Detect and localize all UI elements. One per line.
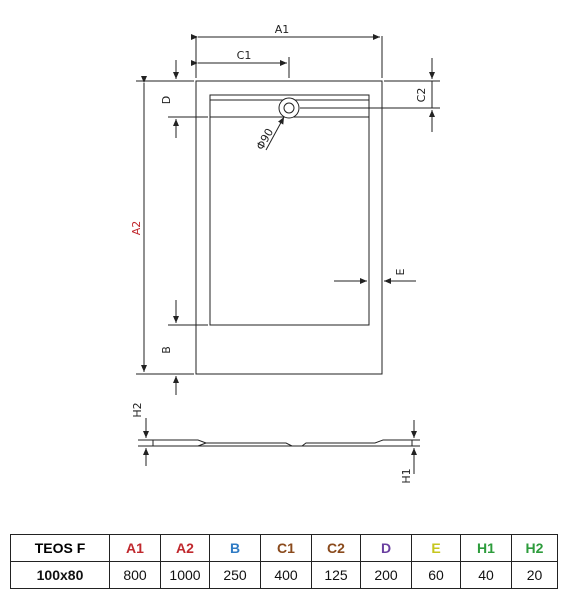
tray-side-profile — [153, 440, 412, 446]
label-c1: C1 — [236, 49, 252, 62]
tray-inner-outline — [210, 95, 369, 325]
table-header-d: D — [361, 535, 412, 562]
dimension-table — [10, 534, 558, 589]
table-model-cell: TEOS F — [11, 535, 110, 562]
table-header-b: B — [210, 535, 261, 562]
table-row — [11, 562, 558, 589]
table-header-h2: H2 — [512, 535, 558, 562]
label-a2: A2 — [130, 220, 143, 236]
label-d: D — [160, 95, 173, 105]
table-value-h1: 40 — [461, 562, 512, 589]
table-header-row — [11, 535, 558, 562]
label-c2: C2 — [415, 87, 428, 103]
table-value-a2: 1000 — [161, 562, 210, 589]
label-b: B — [160, 346, 173, 354]
table-value-e: 60 — [412, 562, 461, 589]
label-a1: A1 — [274, 23, 290, 36]
label-e: E — [394, 268, 407, 276]
table-header-c2: C2 — [312, 535, 361, 562]
table-value-c1: 400 — [261, 562, 312, 589]
table-value-d: 200 — [361, 562, 412, 589]
tray-outer-outline — [196, 81, 382, 374]
table-header-a1: A1 — [110, 535, 161, 562]
table-value-a1: 800 — [110, 562, 161, 589]
table-value-h2: 20 — [512, 562, 558, 589]
table-size-cell: 100x80 — [11, 562, 110, 589]
table-value-b: 250 — [210, 562, 261, 589]
label-h2: H2 — [131, 402, 144, 418]
label-h1: H1 — [400, 468, 413, 484]
table-header-h1: H1 — [461, 535, 512, 562]
table-header-a2: A2 — [161, 535, 210, 562]
table-header-c1: C1 — [261, 535, 312, 562]
label-drain-diameter: Φ90 — [253, 126, 277, 153]
drain-outer — [279, 98, 299, 118]
table-header-e: E — [412, 535, 461, 562]
table-value-c2: 125 — [312, 562, 361, 589]
